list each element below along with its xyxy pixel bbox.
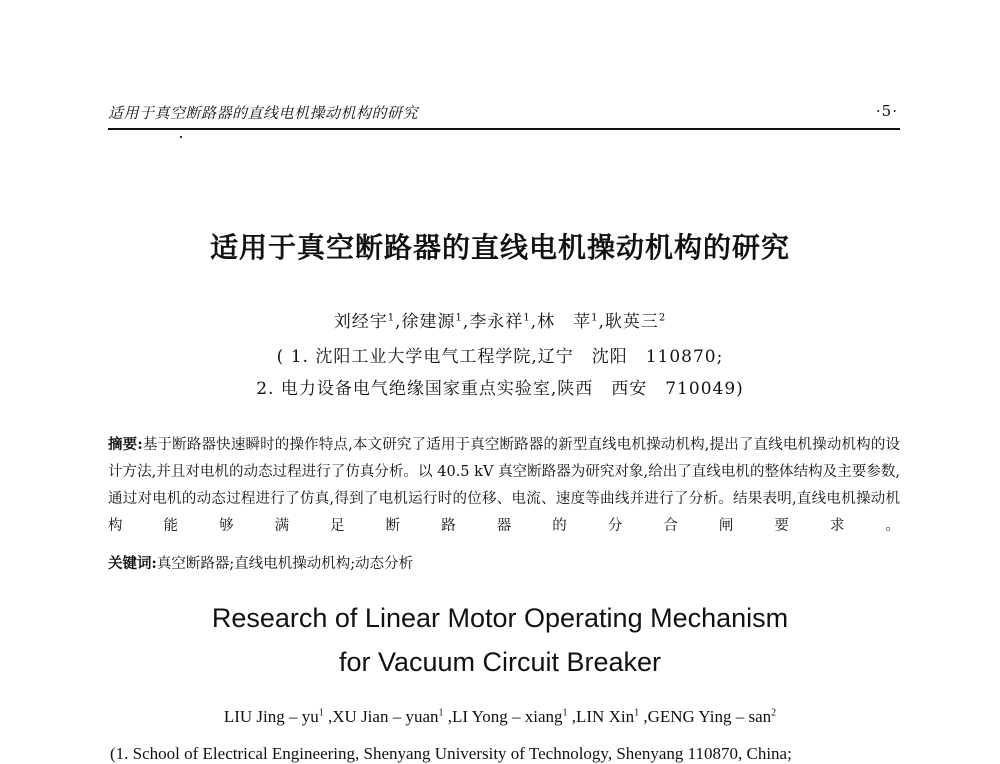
- affiliation-cn-1: ( 1. 沈阳工业大学电气工程学院,辽宁 沈阳 110870;: [276, 347, 724, 367]
- keywords-text: 真空断路器;直线电机操动机构;动态分析: [156, 556, 414, 572]
- paper-title-en-line-1: Research of Linear Motor Operating Mechanism: [211, 603, 789, 633]
- author-affiliation-mark: 1: [634, 707, 640, 719]
- authors-en: [0, 707, 1000, 727]
- author-en: LI Yong – xiang: [452, 707, 563, 726]
- affiliation-cn-2: 2. 电力设备电气绝缘国家重点实验室,陕西 西安 710049): [256, 379, 744, 399]
- author-en: XU Jian – yuan: [332, 707, 439, 726]
- abstract-text: 基于断路器快速瞬时的操作特点,本文研究了适用于真空断路器的新型直线电机操动机构,提出了直线电机操动机构的设计方法,并且对电机的动态过程进行了仿真分析。以 40.5 kV 真空断路器为研究对象,给出了直线电机的整体结构及主要参数,通过对电机的动态过程进行了仿真,得到了电机运行时的位移、电流、速度等曲线并进行了分析。结果表明,直线电机操动机构能够满足断路器的分合闸要求。: [108, 437, 900, 534]
- affiliation-en: (1. School of Electrical Engineering, Shenyang University of Technology, Shenyang 110870, China;: [110, 744, 792, 763]
- author-en: LIU Jing – yu: [223, 707, 319, 726]
- author-affiliation-mark: 1: [318, 707, 324, 719]
- author-affiliation-mark: 2: [771, 707, 777, 719]
- author-cn: 李永祥: [469, 312, 524, 332]
- abstract-label: 摘要:: [108, 436, 143, 453]
- author-affiliation-mark: 1: [438, 707, 444, 719]
- author-cn: 刘经宇: [333, 312, 388, 332]
- keywords-label: 关键词:: [108, 555, 157, 572]
- running-header: [108, 100, 900, 130]
- author-separator: ,: [530, 312, 538, 332]
- author-separator: ,: [598, 312, 605, 332]
- author-separator: ,: [567, 707, 577, 726]
- author-en: GENG Ying – san: [647, 707, 772, 726]
- author-affiliation-mark: 1: [591, 312, 599, 324]
- author-en: LIN Xin: [576, 707, 635, 726]
- author-cn: 徐建源: [401, 312, 456, 332]
- author-separator: ,: [443, 707, 452, 726]
- author-affiliation-mark: 1: [523, 312, 531, 324]
- authors-cn: [0, 307, 1000, 332]
- print-speck: [180, 136, 182, 138]
- author-affiliation-mark: 1: [387, 312, 396, 324]
- keywords: [108, 550, 900, 578]
- author-separator: ,: [323, 707, 333, 726]
- author-affiliation-mark: 1: [562, 707, 568, 719]
- author-affiliation-mark: 1: [455, 312, 463, 324]
- running-header-title: 适用于真空断路器的直线电机操动机构的研究: [108, 104, 419, 122]
- author-cn: 林 苹: [537, 312, 592, 332]
- author-affiliation-mark: 2: [658, 312, 667, 324]
- author-separator: ,: [462, 312, 470, 332]
- page-number: ·5·: [875, 102, 898, 120]
- abstract: [108, 431, 900, 540]
- paper-title-en-line-2: for Vacuum Circuit Breaker: [338, 647, 662, 677]
- author-separator: ,: [395, 312, 402, 332]
- paper-title-cn: 适用于真空断路器的直线电机操动机构的研究: [209, 231, 790, 264]
- author-cn: 耿英三: [604, 312, 659, 332]
- author-separator: ,: [639, 707, 648, 726]
